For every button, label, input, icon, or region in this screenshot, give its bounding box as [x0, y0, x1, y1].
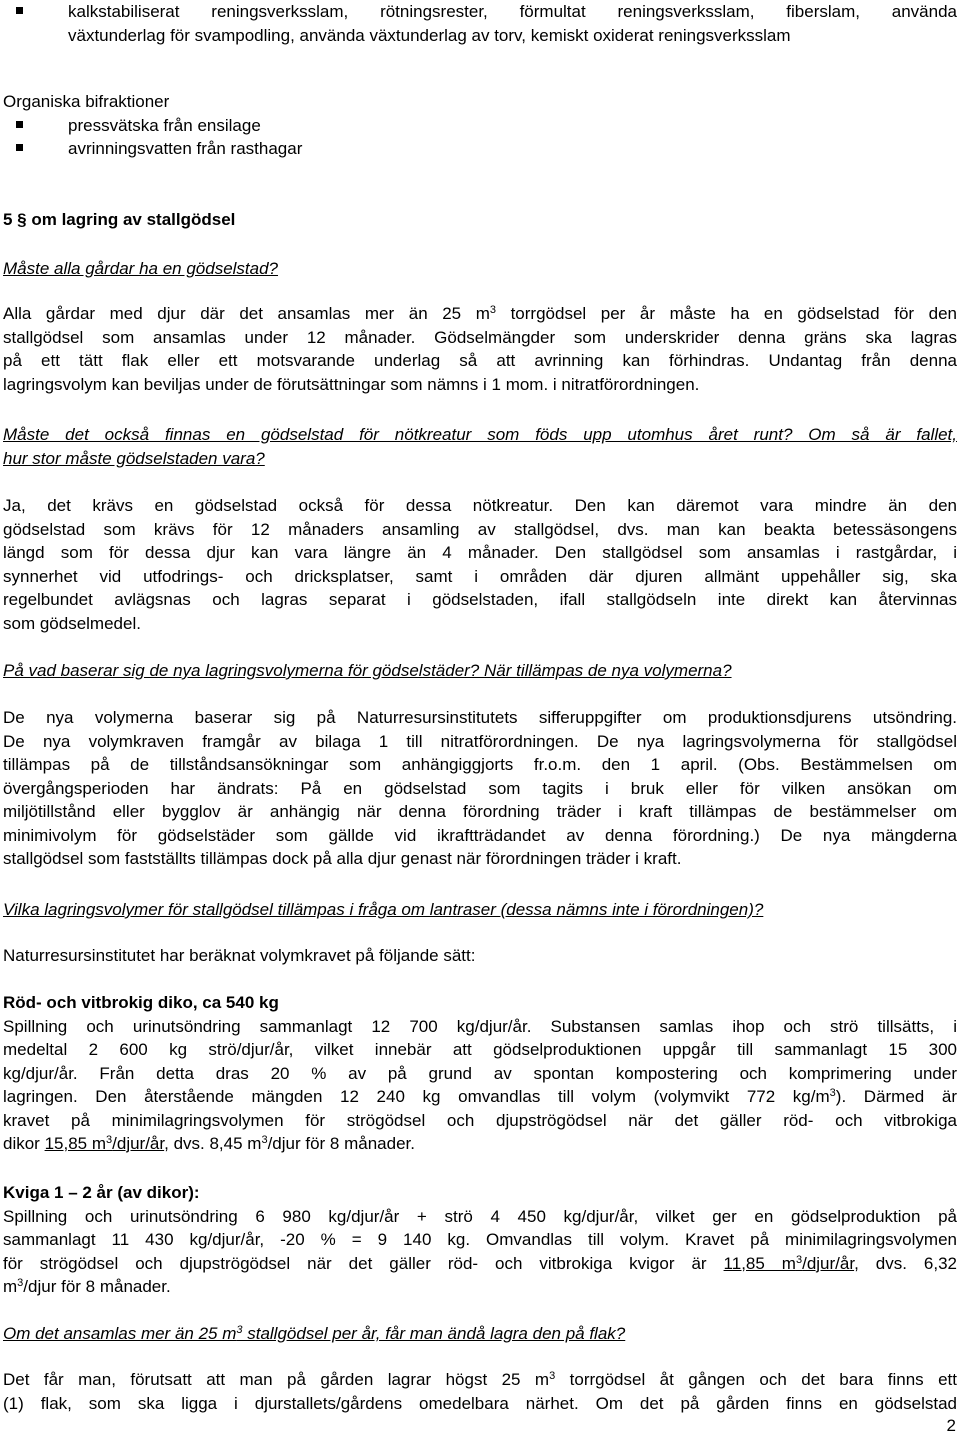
calc-line: $m^3$/djur för 8 månader. [3, 1277, 171, 1296]
answer-line: Det får man, förutsatt att man på gården lagrar högst 25 $m^3$ torrgödsel åt gången och det bara finns ett [3, 1370, 957, 1389]
answer-line: regelbundet avlägsnas och lagras separat i gödselstaden, ifall stallgödseln inte direkt kan återvinnas [3, 590, 957, 609]
faq-question: Måste alla gårdar ha en gödselstad? [3, 259, 279, 278]
faq-4 [3, 898, 957, 922]
calc-line: sammanlagt 11 430 kg/djur/år, -20 % = 9 140 kg. Omvandlas till volym. Kravet på minimilagringsvolymen [3, 1230, 957, 1249]
answer-line: Ja, det krävs en gödselstad också för dessa nötkreatur. Den kan däremot vara mindre än den [3, 496, 957, 515]
bullet-text-line: växtunderlag för svampodling, använda växtunderlag av torv, kemiskt oxiderat reningsverksslam [68, 25, 791, 45]
kviga-calculation [3, 1181, 957, 1299]
faq-5 [3, 1322, 957, 1346]
faq-3 [3, 659, 957, 683]
answer-line: synnerhet vid utfodrings- och dricksplatser, samt i områden där djuren allmänt uppehåller sig, ska [3, 566, 957, 586]
organic-heading: Organiska bifraktioner [3, 92, 170, 111]
calc-line: lagringen. Den återstående mängden 12 240 kg omvandlas till volym (volymvikt 772 $kg/m^3$). Därmed är [3, 1087, 957, 1106]
faq-question: Om det ansamlas mer än 25 $m^3$ stallgödsel per år, får man ändå lagra den på flak? [3, 1324, 626, 1343]
section-heading [3, 208, 957, 232]
answer-line: som gödselmedel. [3, 613, 141, 633]
faq-question: Vilka lagringsvolymer för stallgödsel tillämpas i fråga om lantraser (dessa nämns inte i förordningen)? [3, 900, 764, 919]
faq-3-answer [3, 706, 957, 871]
calc-line: Spillning och urinutsöndring 6 980 kg/djur/år + strö 4 450 kg/djur/år, vilket ger en gödselproduktion på [3, 1206, 957, 1226]
page-number: 2 [946, 1416, 956, 1435]
faq-question: Måste det också finnas en gödselstad för nötkreatur som föds upp utomhus året runt? Om så är fallet, [3, 425, 957, 444]
answer-line: minimivolym för gödselstäder som gällde vid ikraftträdandet av denna förordning.) De nya mängderna [3, 825, 957, 845]
answer-line: miljötillstånd eller bygglov är anhängig när denna förordning träder i kraft tillämpas de bestämmelser om [3, 802, 957, 821]
faq-1-answer [3, 302, 957, 396]
calc-line: kg/djur/år. Från detta dras 20 % av på grund av spontan kompostering och komprimering under [3, 1063, 957, 1083]
section-title: 5 § om lagring av stallgödsel [3, 210, 236, 229]
answer-line: De nya volymkraven framgår av bilaga 1 till nitratförordningen. De nya lagringsvolymerna för stallgödsel [3, 731, 957, 751]
waste-list-bullet [3, 0, 957, 47]
diko-calculation [3, 991, 957, 1156]
answer-line: lagringsvolym kan beviljas under de förutsättningar som nämns i 1 mom. i nitratförordningen. [3, 374, 700, 394]
answer-line: tillämpas på de tillståndsansökningar som anhängiggjorts fr.o.m. den 1 april. (Obs. Bestämmelsen om [3, 755, 957, 774]
answer-line: längd som för dessa djur kan vara längre än 4 månader. Den stallgödsel som ansamlas i rastgårdar, i [3, 543, 957, 562]
calc-line: för strögödsel och djupströgödsel när det gäller röd- och vitbrokiga kvigor är 11,85 $m^3/djur/år$, dvs. 6,32 [3, 1253, 957, 1273]
answer-line: stallgödsel som fastställts tillämpas dock på alla djur genast när förordningen träder i kraft. [3, 849, 682, 868]
bullet-text-line: kalkstabiliserat reningsverksslam, rötningsrester, förmultat reningsverksslam, fiberslam, använda [3, 0, 957, 24]
list-item: avrinningsvatten från rasthagar [3, 137, 957, 161]
answer-line: gödselstad som krävs för 12 månaders ansamling av stallgödsel, dvs. man kan beakta betessäsongens [3, 519, 957, 539]
calc-line: kravet på minimilagringsvolymen för strögödsel och djupströgödsel när det gäller röd- och vitbrokiga [3, 1110, 957, 1130]
faq-4-intro [3, 944, 957, 968]
calc-line: dikor 15,85 $m^3/djur/år$, dvs. 8,45 $m^3$/djur för 8 månader. [3, 1134, 415, 1153]
answer-line: stallgödsel som ansamlas under 12 månader. Gödselmängder som underskrider denna gräns ska lagras [3, 327, 957, 347]
answer-line: (1) flak, som ska ligga i djurstallets/gårdens omedelbara närhet. Om det på gården finns en gödselstad [3, 1393, 957, 1413]
kviga-heading: Kviga 1 – 2 år (av dikor): [3, 1183, 200, 1202]
organic-fractions-list [3, 90, 957, 161]
calc-line: medeltal 2 600 kg strö/djur/år, vilket innebär att gödselproduktionen uppgår till sammanlagt 15 300 [3, 1040, 957, 1059]
answer-line: på ett tätt flak eller ett motsvarande underlag så att avrinning kan förhindras. Undantag från denna [3, 351, 957, 370]
faq-question: På vad baserar sig de nya lagringsvolymerna för gödselstäder? När tillämpas de nya volymerna? [3, 661, 732, 680]
intro-line: Naturresursinstitutet har beräknat volymkravet på följande sätt: [3, 946, 476, 965]
calc-line: Spillning och urinutsöndring sammanlagt 12 700 kg/djur/år. Substansen samlas ihop och strö tillsätts, i [3, 1016, 957, 1036]
answer-line: De nya volymerna baserar sig på Naturresursinstitutets sifferuppgifter om produktionsdjurens utsöndring. [3, 708, 957, 727]
faq-1 [3, 257, 957, 281]
answer-line: Alla gårdar med djur där det ansamlas mer än 25 $m^3$ torrgödsel per år måste ha en gödselstad för den [3, 304, 957, 323]
faq-2 [3, 423, 957, 470]
faq-question: hur stor måste gödselstaden vara? [3, 448, 265, 468]
faq-2-answer [3, 494, 957, 635]
list-item: pressvätska från ensilage [3, 114, 957, 138]
faq-5-answer [3, 1368, 957, 1415]
diko-heading: Röd- och vitbrokig diko, ca 540 kg [3, 993, 279, 1012]
answer-line: övergångsperioden har ändrats: På en gödselstad som tagits i bruk eller för vilken ansökan om [3, 778, 957, 798]
